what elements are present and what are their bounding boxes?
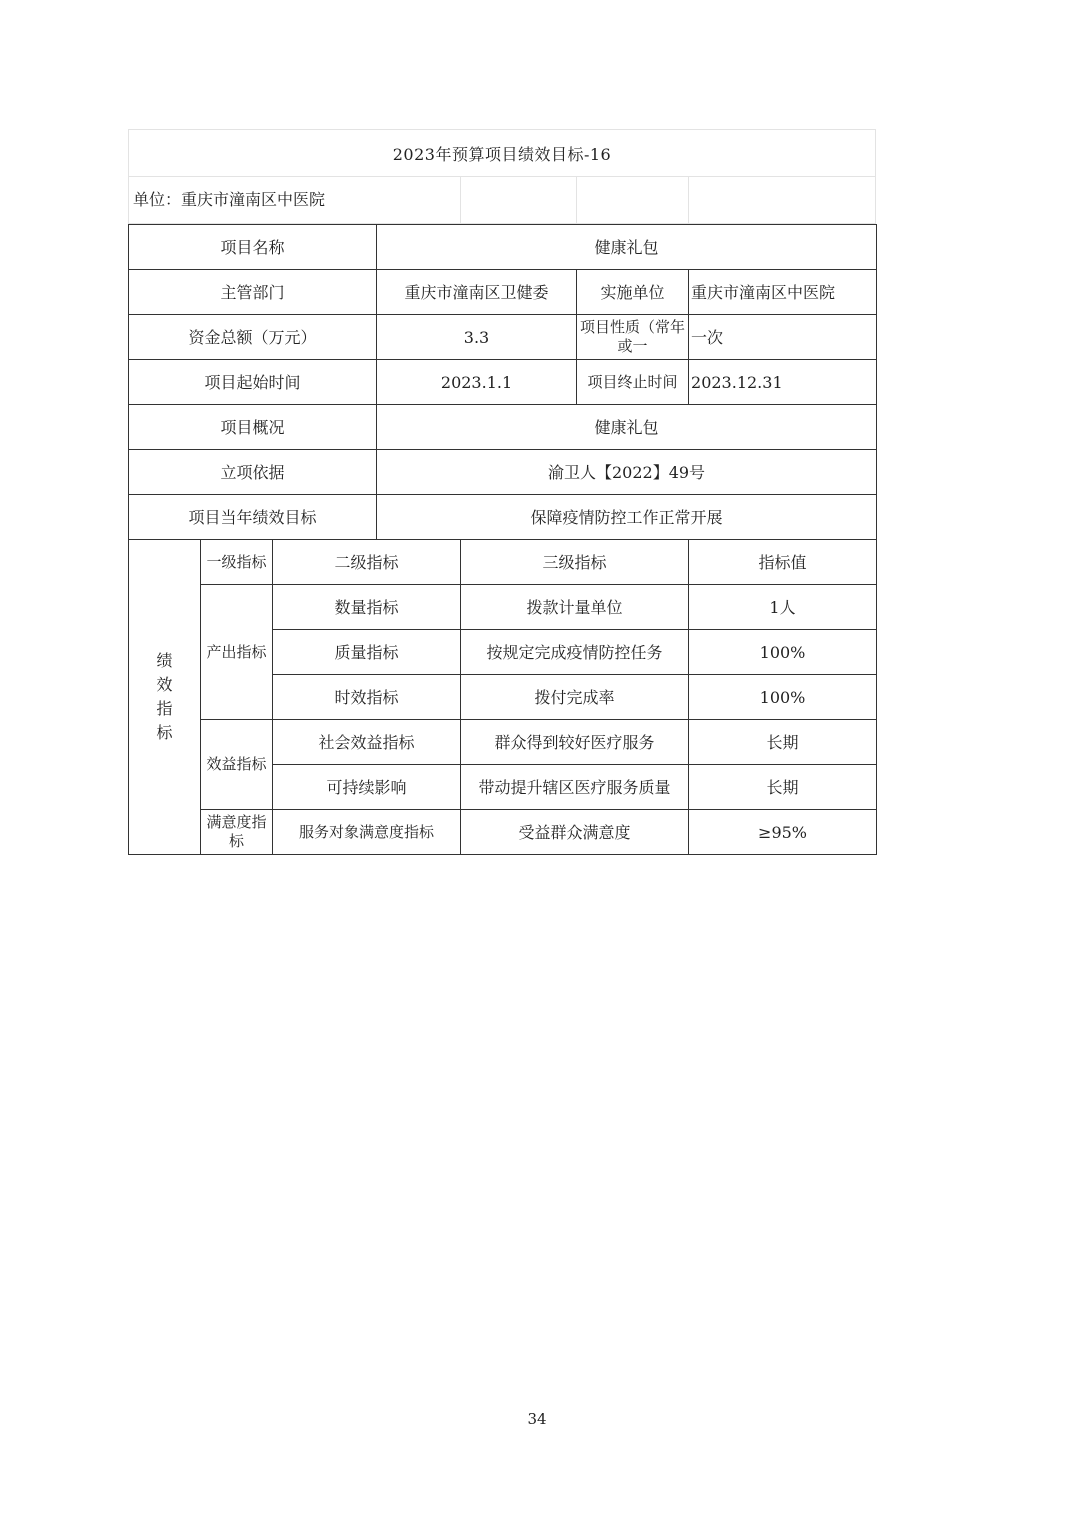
basis-value: 渝卫人【2022】49号	[377, 450, 877, 495]
table-row	[129, 315, 877, 360]
unit-row-divider	[576, 177, 577, 223]
start-label: 项目起始时间	[129, 360, 377, 405]
level2-cell: 可持续影响	[273, 765, 461, 810]
table-row	[129, 585, 877, 630]
table-row	[129, 405, 877, 450]
table-row	[129, 495, 877, 540]
table-row	[129, 225, 877, 270]
value-cell: 100%	[689, 630, 877, 675]
project-name-label: 项目名称	[129, 225, 377, 270]
value-cell: 长期	[689, 720, 877, 765]
level1-benefit: 效益指标	[201, 720, 273, 810]
level2-cell: 质量指标	[273, 630, 461, 675]
unit-row	[128, 176, 876, 224]
fund-label: 资金总额（万元）	[129, 315, 377, 360]
header-l2: 二级指标	[273, 540, 461, 585]
level3-cell: 受益群众满意度	[461, 810, 689, 855]
start-value: 2023.1.1	[377, 360, 577, 405]
level1-output: 产出指标	[201, 585, 273, 720]
impl-value: 重庆市潼南区中医院	[689, 270, 877, 315]
table-row	[129, 360, 877, 405]
level3-cell: 按规定完成疫情防控任务	[461, 630, 689, 675]
level2-cell: 服务对象满意度指标	[273, 810, 461, 855]
level3-cell: 拨款计量单位	[461, 585, 689, 630]
value-cell: 1人	[689, 585, 877, 630]
table-row	[129, 810, 877, 855]
page-number: 34	[527, 1410, 547, 1428]
value-cell: 长期	[689, 765, 877, 810]
level3-cell: 拨付完成率	[461, 675, 689, 720]
perf-group-label	[129, 540, 201, 855]
overview-value: 健康礼包	[377, 405, 877, 450]
level2-cell: 数量指标	[273, 585, 461, 630]
end-label: 项目终止时间	[577, 360, 689, 405]
level3-cell: 群众得到较好医疗服务	[461, 720, 689, 765]
header-l1: 一级指标	[201, 540, 273, 585]
nature-label: 项目性质（常年或一	[577, 315, 689, 360]
dept-label: 主管部门	[129, 270, 377, 315]
unit-label: 单位：重庆市潼南区中医院	[133, 190, 326, 209]
level2-cell: 时效指标	[273, 675, 461, 720]
table-title: 2023年预算项目绩效目标-16	[128, 129, 876, 177]
unit-row-divider	[688, 177, 689, 223]
end-value: 2023.12.31	[689, 360, 877, 405]
perf-group-text: 绩效指标	[156, 651, 173, 742]
project-name-value: 健康礼包	[377, 225, 877, 270]
level1-satisfaction: 满意度指标	[201, 810, 273, 855]
table-row	[129, 270, 877, 315]
level3-cell: 带动提升辖区医疗服务质量	[461, 765, 689, 810]
value-cell: 100%	[689, 675, 877, 720]
level2-cell: 社会效益指标	[273, 720, 461, 765]
header-value: 指标值	[689, 540, 877, 585]
fund-value: 3.3	[377, 315, 577, 360]
header-l3: 三级指标	[461, 540, 689, 585]
unit-row-divider	[460, 177, 461, 223]
overview-label: 项目概况	[129, 405, 377, 450]
performance-table	[128, 224, 877, 855]
value-cell: ≥95%	[689, 810, 877, 855]
nature-value: 一次	[689, 315, 877, 360]
goal-value: 保障疫情防控工作正常开展	[377, 495, 877, 540]
dept-value: 重庆市潼南区卫健委	[377, 270, 577, 315]
impl-label: 实施单位	[577, 270, 689, 315]
basis-label: 立项依据	[129, 450, 377, 495]
table-row	[129, 540, 877, 585]
table-row	[129, 720, 877, 765]
table-row	[129, 450, 877, 495]
goal-label: 项目当年绩效目标	[129, 495, 377, 540]
